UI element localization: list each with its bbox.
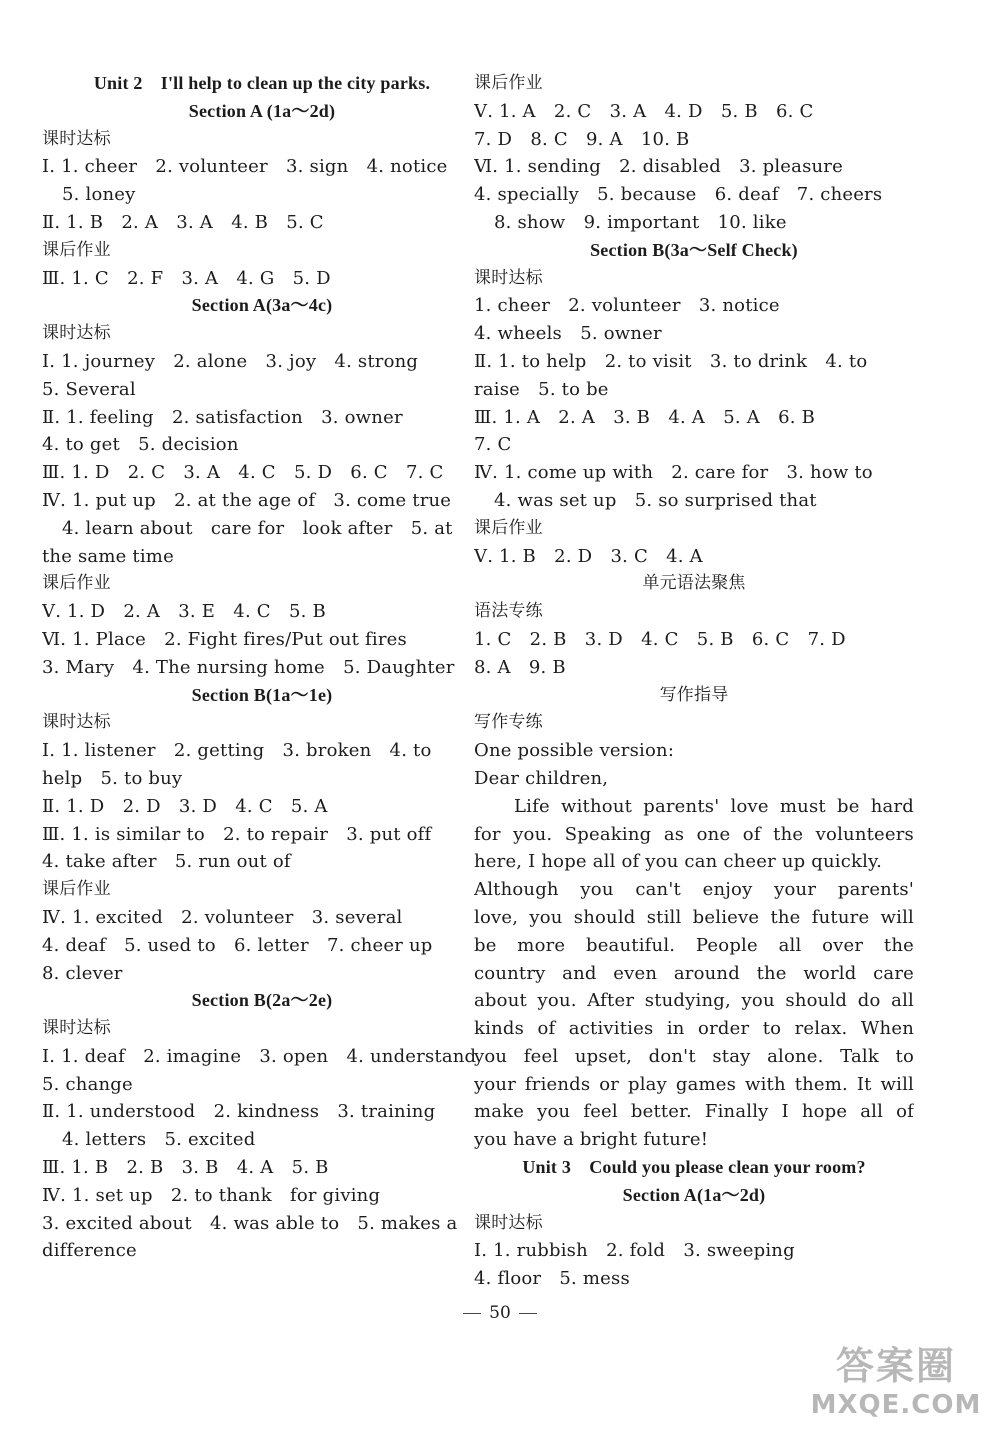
answer-line: 1. cheer 2. volunteer 3. notice (474, 295, 780, 317)
category-label: 课时达标 (474, 1212, 543, 1233)
category-label: 写作指导 (659, 684, 729, 705)
answer-line: 5. change (42, 1073, 133, 1095)
answer-line: Ⅱ. 1. D 2. D 3. D 4. C 5. A (42, 795, 328, 817)
answer-line: 4. take after 5. run out of (42, 851, 291, 873)
answer-line: be more beautiful. People all over the (474, 934, 914, 956)
category-label: 语法专练 (474, 601, 543, 622)
answer-line: Ⅴ. 1. B 2. D 3. C 4. A (474, 545, 703, 567)
answer-line: 4. learn about care for look after 5. at (62, 517, 453, 539)
answer-line: love, you should still believe the future will (474, 906, 914, 928)
answer-line: 5. Several (42, 378, 136, 400)
answer-line: you feel upset, don't stay alone. Talk to (474, 1045, 914, 1067)
section-heading: Unit 2 I'll help to clean up the city parks. (93, 73, 431, 93)
answer-line: 7. C (474, 434, 512, 456)
answer-line: Ⅳ. 1. set up 2. to thank for giving (42, 1184, 381, 1206)
answer-line: Life without parents' love must be hard (514, 795, 914, 817)
section-heading: Section A (1a～2d) (188, 100, 336, 121)
answer-line: 4. floor 5. mess (474, 1268, 630, 1290)
category-label: 课时达标 (42, 323, 111, 344)
watermark-logo: 答案圈 (835, 1344, 956, 1388)
answer-line: Ⅵ. 1. Place 2. Fight fires/Put out fires (42, 628, 407, 650)
answer-line: help 5. to buy (42, 767, 183, 789)
answer-line: 5. loney (62, 184, 136, 206)
answer-line: 7. D 8. C 9. A 10. B (474, 128, 690, 150)
answer-line: 4. deaf 5. used to 6. letter 7. cheer up (42, 934, 433, 956)
answer-line: Ⅰ. 1. cheer 2. volunteer 3. sign 4. notice (42, 156, 448, 178)
answer-line: One possible version: (474, 740, 675, 762)
category-label: 单元语法聚焦 (642, 573, 746, 594)
answer-line: 8. clever (42, 962, 123, 984)
watermark-url: MXQE.COM (810, 1390, 982, 1420)
category-label: 课时达标 (42, 712, 111, 733)
answer-line: Ⅲ. 1. C 2. F 3. A 4. G 5. D (42, 267, 331, 289)
answer-line: Ⅰ. 1. journey 2. alone 3. joy 4. strong (42, 350, 419, 372)
answer-line: Ⅳ. 1. excited 2. volunteer 3. several (42, 906, 403, 928)
answer-line: Ⅱ. 1. feeling 2. satisfaction 3. owner (42, 406, 403, 428)
section-heading: Section A(3a～4c) (191, 295, 333, 316)
answer-line: 4. to get 5. decision (42, 434, 239, 456)
answer-line: 8. show 9. important 10. like (494, 211, 787, 233)
answer-line: about you. After studying, you should do all (474, 990, 914, 1012)
answer-line: Ⅴ. 1. A 2. C 3. A 4. D 5. B 6. C (474, 100, 814, 122)
answer-line: 4. letters 5. excited (62, 1129, 256, 1151)
answer-line: difference (42, 1240, 137, 1262)
answer-line: Ⅳ. 1. come up with 2. care for 3. how to (474, 462, 873, 484)
answer-line: 3. excited about 4. was able to 5. makes a (42, 1212, 458, 1234)
right-column (474, 70, 914, 1293)
answer-line: Ⅲ. 1. is similar to 2. to repair 3. put off (42, 823, 432, 845)
category-label: 写作专练 (474, 712, 543, 733)
answer-line: here, I hope all of you can cheer up quickly. (474, 851, 882, 873)
answer-line: Dear children, (474, 767, 609, 789)
section-heading: Section B(2a～2e) (191, 990, 333, 1011)
answer-line: Ⅵ. 1. sending 2. disabled 3. pleasure (474, 156, 843, 178)
category-label: 课后作业 (42, 879, 111, 900)
answer-line: Ⅰ. 1. listener 2. getting 3. broken 4. to (42, 740, 432, 762)
answer-line: 4. was set up 5. so surprised that (494, 489, 817, 511)
answer-line: Ⅱ. 1. B 2. A 3. A 4. B 5. C (42, 211, 324, 233)
section-heading: Unit 3 Could you please clean your room? (522, 1157, 866, 1178)
answer-line: raise 5. to be (474, 378, 609, 400)
section-heading: Section A(1a～2d) (622, 1184, 766, 1205)
answer-line: 1. C 2. B 3. D 4. C 5. B 6. C 7. D (474, 628, 846, 650)
category-label: 课后作业 (42, 573, 111, 594)
answer-line: Ⅲ. 1. B 2. B 3. B 4. A 5. B (42, 1157, 329, 1179)
answer-line: country and even around the world care (474, 962, 914, 984)
watermark (806, 1335, 986, 1420)
answer-line: make you feel better. Finally I hope all of (474, 1101, 914, 1123)
answer-line: Ⅰ. 1. deaf 2. imagine 3. open 4. understand (42, 1045, 477, 1067)
answer-line: 4. specially 5. because 6. deaf 7. cheers (474, 184, 883, 206)
answer-line: 8. A 9. B (474, 656, 566, 678)
category-label: 课时达标 (42, 128, 111, 149)
answer-line: your friends or play games with them. It will (474, 1073, 914, 1095)
answer-line: 4. wheels 5. owner (474, 323, 662, 345)
section-heading: Section B(3a～Self Check) (590, 239, 798, 260)
category-label: 课后作业 (474, 73, 543, 93)
answer-line: Ⅰ. 1. rubbish 2. fold 3. sweeping (474, 1240, 795, 1262)
answer-line: you have a bright future! (474, 1129, 709, 1151)
category-label: 课后作业 (42, 239, 111, 260)
answer-line: Ⅲ. 1. A 2. A 3. B 4. A 5. A 6. B (474, 406, 816, 428)
category-label: 课后作业 (474, 517, 543, 538)
answer-line: Ⅳ. 1. put up 2. at the age of 3. come true (42, 489, 452, 511)
answer-line: Ⅱ. 1. to help 2. to visit 3. to drink 4. to (474, 350, 868, 372)
answer-line: for you. Speaking as one of the volunteers (474, 823, 914, 845)
answer-line: kinds of activities in order to relax. When (474, 1018, 914, 1040)
left-column (42, 70, 482, 1265)
page-number: 50 (0, 1303, 1000, 1323)
answer-line: 3. Mary 4. The nursing home 5. Daughter (42, 656, 455, 678)
answer-line: the same time (42, 545, 174, 567)
category-label: 课时达标 (42, 1018, 111, 1039)
category-label: 课时达标 (474, 267, 543, 288)
answer-line: Ⅴ. 1. D 2. A 3. E 4. C 5. B (42, 601, 326, 623)
answer-line: Although you can't enjoy your parents' (474, 879, 914, 901)
answer-line: Ⅲ. 1. D 2. C 3. A 4. C 5. D 6. C 7. C (42, 462, 444, 484)
section-heading: Section B(1a～1e) (191, 684, 333, 705)
answer-line: Ⅱ. 1. understood 2. kindness 3. training (42, 1101, 436, 1123)
